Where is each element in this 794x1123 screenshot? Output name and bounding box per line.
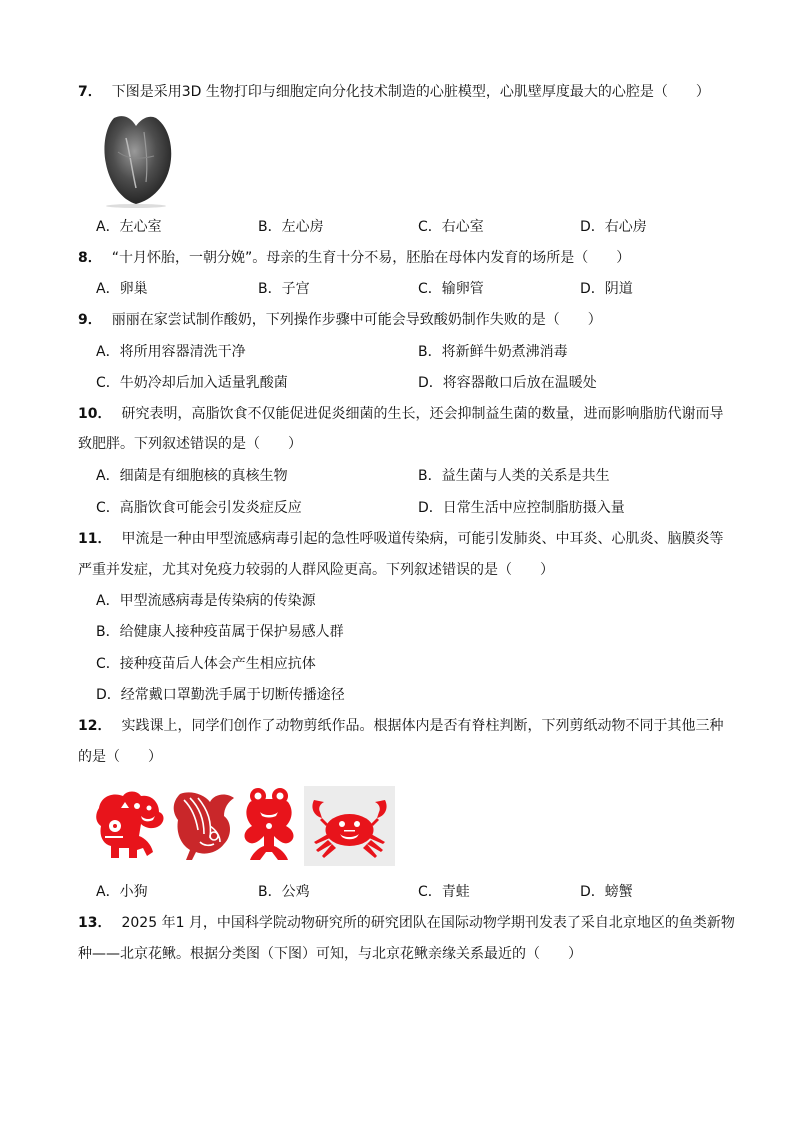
question-text-continued: 的是（ ） xyxy=(78,749,162,765)
option-d: D．螃蟹 xyxy=(580,884,633,900)
question-text-continued: 致肥胖。下列叙述错误的是（ ） xyxy=(78,436,302,452)
frog-papercut xyxy=(238,786,300,862)
option-b: B．公鸡 xyxy=(258,884,310,900)
option-a: A．细菌是有细胞核的真核生物 xyxy=(96,468,288,484)
question-text-continued: 种——北京花鳅。根据分类图（下图）可知，与北京花鳅亲缘关系最近的（ ） xyxy=(78,946,582,962)
option-b: B．将新鲜牛奶煮沸消毒 xyxy=(418,344,568,360)
crab-papercut xyxy=(304,786,395,866)
option-a: A．卵巢 xyxy=(96,281,148,297)
question-13-stem xyxy=(78,913,735,933)
option-a: A．甲型流感病毒是传染病的传染源 xyxy=(96,593,316,609)
rooster-papercut xyxy=(170,786,238,862)
option-d: D．将容器敞口后放在温暖处 xyxy=(418,375,597,391)
option-d: D．阴道 xyxy=(580,281,633,297)
option-b: B．给健康人接种疫苗属于保护易感人群 xyxy=(96,624,344,640)
heart-model-image xyxy=(96,108,176,208)
question-9-stem xyxy=(78,310,602,330)
question-number: 11． xyxy=(78,531,112,547)
option-a: A．小狗 xyxy=(96,884,148,900)
option-c: C．高脂饮食可能会引发炎症反应 xyxy=(96,500,302,516)
option-a: A．左心室 xyxy=(96,219,162,235)
question-number: 13． xyxy=(78,915,112,931)
option-c: C．输卵管 xyxy=(418,281,484,297)
option-a: A．将所用容器清洗干净 xyxy=(96,344,246,360)
question-text: 下图是采用3D 生物打印与细胞定向分化技术制造的心脏模型，心肌壁厚度最大的心腔是（ ） xyxy=(111,84,710,100)
question-number: 8． xyxy=(78,250,102,266)
option-d: D．日常生活中应控制脂肪摄入量 xyxy=(418,500,625,516)
question-number: 10． xyxy=(78,406,112,422)
question-text: “十月怀胎，一朝分娩”。母亲的生育十分不易，胚胎在母体内发育的场所是（ ） xyxy=(111,250,631,266)
question-8-stem xyxy=(78,248,630,268)
option-c: C．青蛙 xyxy=(418,884,470,900)
question-text: 甲流是一种由甲型流感病毒引起的急性呼吸道传染病，可能引发肺炎、中耳炎、心肌炎、脑膜炎等 xyxy=(121,531,724,547)
question-text-continued: 严重并发症，尤其对免疫力较弱的人群风险更高。下列叙述错误的是（ ） xyxy=(78,562,554,578)
dog-papercut xyxy=(93,786,169,862)
option-c: C．牛奶冷却后加入适量乳酸菌 xyxy=(96,375,288,391)
question-text: 2025 年1 月，中国科学院动物研究所的研究团队在国际动物学期刊发表了采自北京地区的鱼类新物 xyxy=(121,915,735,931)
question-12-stem xyxy=(78,716,723,736)
question-number: 9． xyxy=(78,312,102,328)
question-text: 研究表明，高脂饮食不仅能促进促炎细菌的生长，还会抑制益生菌的数量，进而影响脂肪代谢而导 xyxy=(121,406,724,422)
option-c: C．接种疫苗后人体会产生相应抗体 xyxy=(96,656,316,672)
option-b: B．左心房 xyxy=(258,219,324,235)
question-7-stem xyxy=(78,82,710,102)
question-11-stem xyxy=(78,529,723,549)
option-b: B．子宫 xyxy=(258,281,310,297)
question-10-stem xyxy=(78,404,723,424)
option-d: D．右心房 xyxy=(580,219,647,235)
question-text: 实践课上，同学们创作了动物剪纸作品。根据体内是否有脊柱判断，下列剪纸动物不同于其他三种 xyxy=(121,718,724,734)
option-c: C．右心室 xyxy=(418,219,484,235)
question-number: 12． xyxy=(78,718,112,734)
question-text: 丽丽在家尝试制作酸奶，下列操作步骤中可能会导致酸奶制作失败的是（ ） xyxy=(111,312,602,328)
option-d: D．经常戴口罩勤洗手属于切断传播途径 xyxy=(96,687,345,703)
option-b: B．益生菌与人类的关系是共生 xyxy=(418,468,610,484)
question-number: 7． xyxy=(78,84,102,100)
